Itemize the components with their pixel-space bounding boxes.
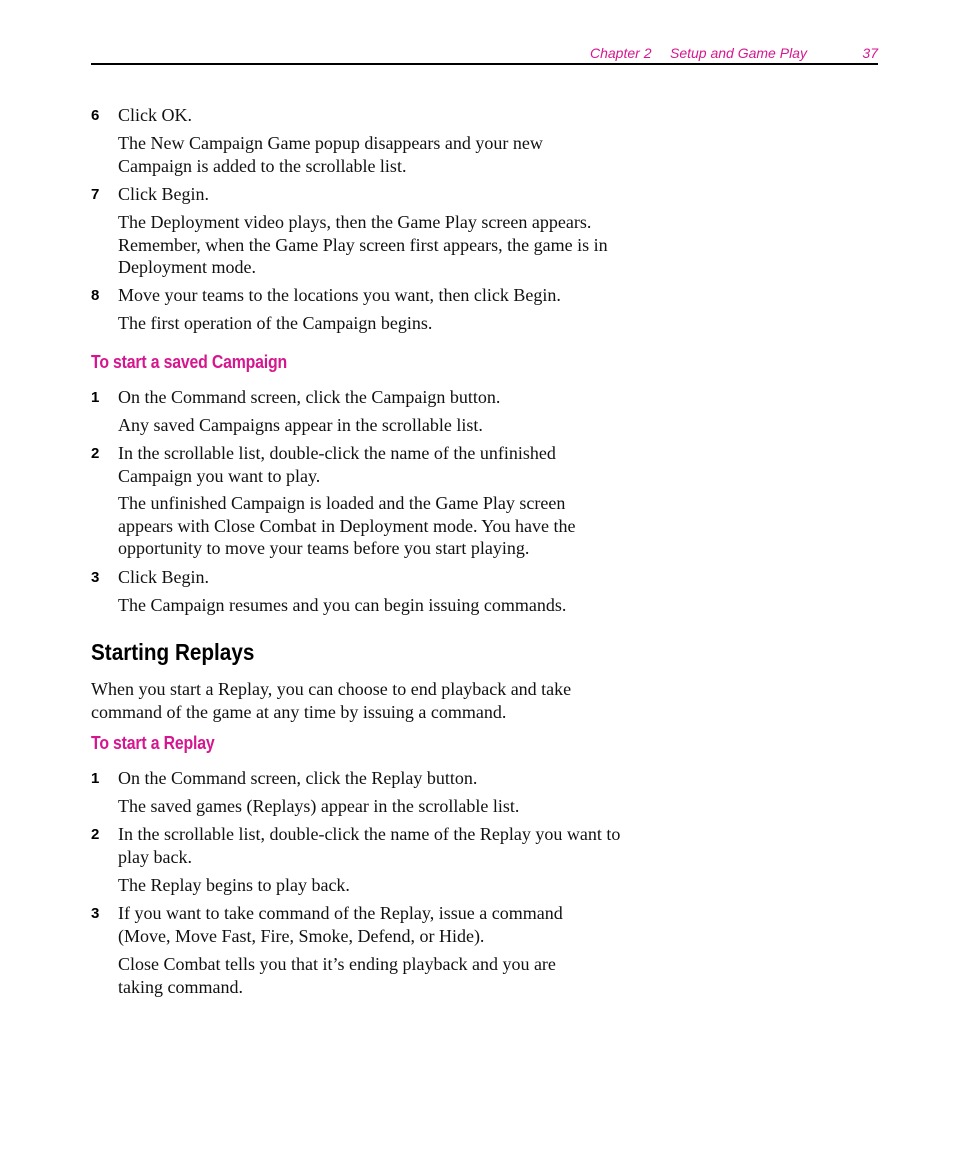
step-number: 3	[91, 905, 100, 922]
step-number: 2	[91, 826, 100, 843]
step-result: The Campaign resumes and you can begin issuing commands.	[118, 595, 567, 615]
page-number: 37	[862, 45, 878, 61]
step-action: Move your teams to the locations you want, then click Begin.	[118, 285, 561, 305]
step-action: In the scrollable list, double-click the name of the unfinished Campaign you want to play.	[118, 443, 556, 486]
step-action: Click Begin.	[118, 567, 209, 587]
step-result: The unfinished Campaign is loaded and the Game Play screen appears with Close Combat in Deployment mode. You have the opportunity to move your teams before you start playing.	[118, 493, 576, 558]
step-number: 3	[91, 569, 100, 586]
step-result: Close Combat tells you that it’s ending playback and you are taking command.	[118, 954, 556, 997]
step-number: 7	[91, 186, 100, 203]
step-result: The New Campaign Game popup disappears and your new Campaign is added to the scrollable list.	[118, 133, 543, 176]
step-result: The saved games (Replays) appear in the scrollable list.	[118, 796, 520, 816]
step-action: On the Command screen, click the Replay button.	[118, 768, 478, 788]
chapter-label: Chapter 2	[590, 45, 652, 61]
section-title: Starting Replays	[91, 639, 255, 665]
step-result: The first operation of the Campaign begins.	[118, 313, 433, 333]
running-header	[91, 43, 878, 63]
step-result: Any saved Campaigns appear in the scrollable list.	[118, 415, 483, 435]
step-action: Click Begin.	[118, 184, 209, 204]
subheading-saved-campaign: To start a saved Campaign	[91, 352, 288, 372]
step-number: 1	[91, 389, 100, 406]
step-number: 8	[91, 287, 100, 304]
step-action: Click OK.	[118, 105, 192, 125]
step-result: The Deployment video plays, then the Game Play screen appears. Remember, when the Game Play screen first appears, the game is in Deployment mode.	[118, 212, 608, 277]
step-number: 1	[91, 770, 100, 787]
section-label: Setup and Game Play	[670, 45, 807, 61]
step-number: 6	[91, 107, 100, 124]
step-action: In the scrollable list, double-click the name of the Replay you want to play back.	[118, 824, 621, 867]
step-action: On the Command screen, click the Campaign button.	[118, 387, 501, 407]
step-action: If you want to take command of the Replay, issue a command (Move, Move Fast, Fire, Smoke, Defend, or Hide).	[118, 903, 563, 946]
step-result: The Replay begins to play back.	[118, 875, 350, 895]
step-number: 2	[91, 445, 100, 462]
section-intro: When you start a Replay, you can choose to end playback and take command of the game at any time by issuing a command.	[91, 679, 572, 722]
subheading-replay: To start a Replay	[91, 733, 215, 753]
header-rule	[91, 63, 878, 65]
